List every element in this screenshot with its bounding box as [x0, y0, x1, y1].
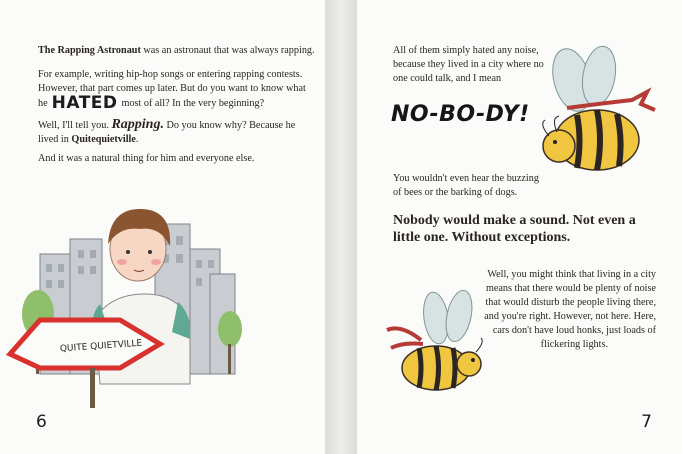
rapping-post: Do you know why? Because he [163, 120, 296, 131]
sign-label: QUITE QUIETVILLE [59, 338, 143, 355]
no-sound-line-1: Nobody would make a sound. Not even a [393, 213, 636, 228]
no-sound-line-2: little one. Without exceptions. [393, 230, 571, 245]
boy-city-illustration [0, 154, 325, 454]
hated-noise-line-1: All of them simply hated any noise, [393, 45, 539, 56]
town-name: Quitequietville [71, 134, 136, 145]
period: . [135, 134, 139, 145]
example-line-3-pre: he [38, 98, 48, 109]
paragraph-no-sound [393, 212, 636, 246]
hated-word: HATED [51, 93, 118, 113]
paragraph-rapping [38, 118, 308, 147]
page-number-left: 6 [36, 412, 47, 432]
rapping-pre: Well, I'll tell you. [38, 120, 109, 131]
example-line-1: For example, writing hip-hop songs or entering rapping contests. [38, 69, 303, 80]
paragraph-intro [38, 44, 315, 58]
paragraph-example [38, 68, 308, 111]
city-noise-line-2: means that there would be plenty of noise [485, 283, 656, 294]
city-noise-line-4: and you're right. However, not here. Here, [484, 311, 656, 322]
lived-in-text: lived in [38, 134, 72, 145]
city-noise-line-5: cars don't have loud honks, just loads of [492, 325, 656, 336]
bee-top-illustration [537, 40, 667, 190]
rapping-word: Rapping. [111, 117, 164, 132]
hated-noise-line-3: one could talk, and I mean [393, 73, 502, 84]
paragraph-hated-noise [393, 44, 544, 86]
city-noise-line-1: Well, you might think that living in a city [487, 269, 656, 280]
city-noise-line-6: flickering lights. [540, 339, 608, 350]
nobody-shout: NO-BO-DY! [391, 102, 530, 127]
example-line-3-post: most of all? In the very beginning? [121, 98, 265, 109]
left-page [0, 0, 325, 454]
bee-bottom-illustration [381, 290, 491, 410]
intro-text: was an astronaut that was always rapping. [140, 45, 315, 56]
sign-post [90, 368, 95, 408]
paragraph-buzzing [393, 172, 539, 200]
paragraph-natural: And it was a natural thing for him and everyone else. [38, 153, 255, 164]
right-page [357, 0, 682, 454]
buzzing-line-2: of bees or the barking of dogs. [393, 187, 518, 198]
buzzing-line-1: You wouldn't even hear the buzzing [393, 173, 539, 184]
page-number-right: 7 [641, 412, 652, 432]
book-gutter [325, 0, 357, 454]
city-noise-line-3: that would disturb the people living there, [485, 297, 656, 308]
example-line-2: However, that part comes up later. But do you want to know what [38, 83, 306, 94]
hated-noise-line-2: because they lived in a city where no [393, 59, 544, 70]
book-title-inline: The Rapping Astronaut [38, 45, 141, 56]
